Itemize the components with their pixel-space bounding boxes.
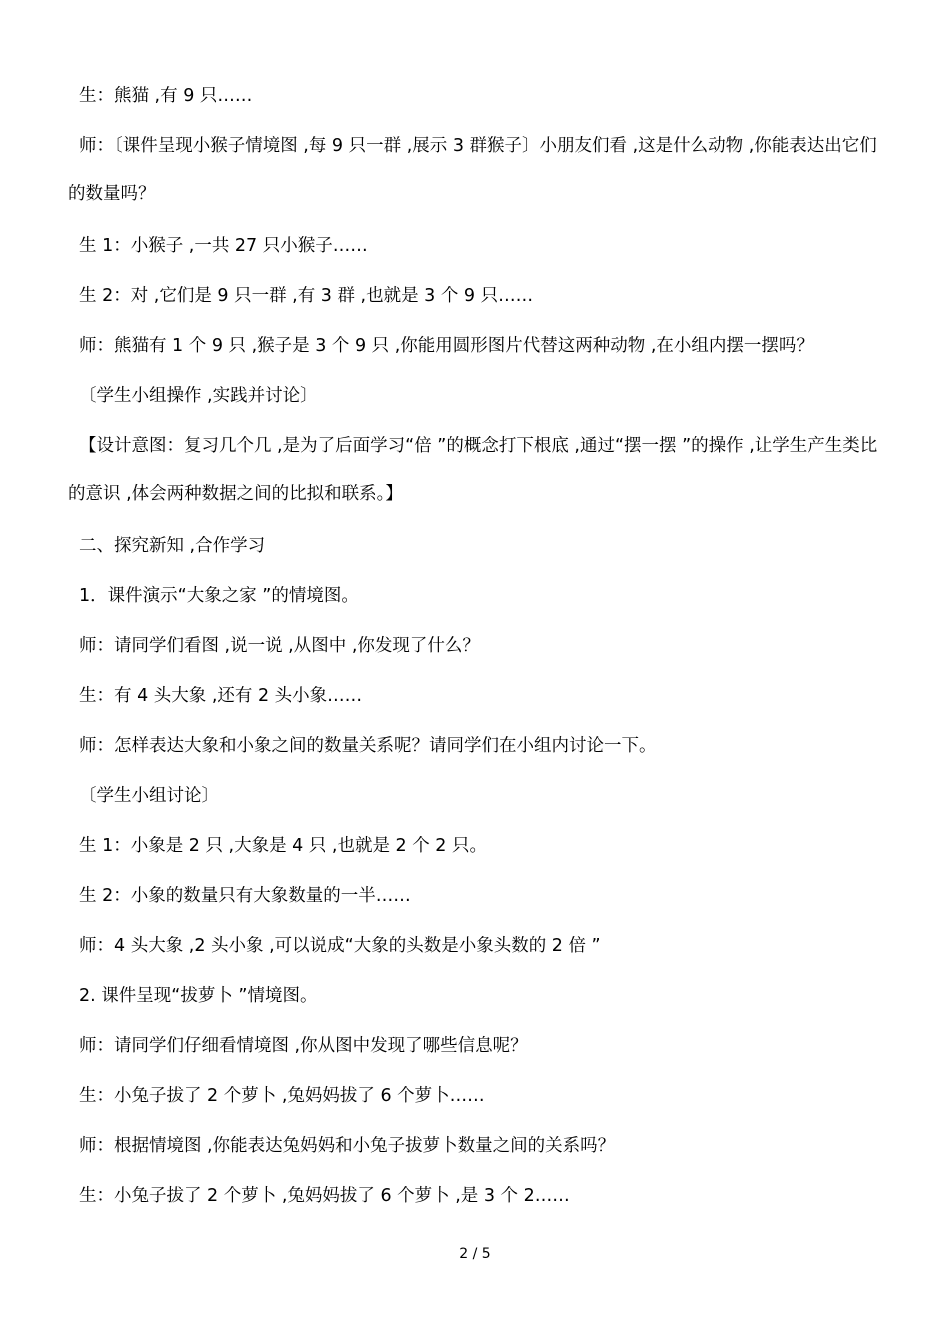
paragraph-12: 师：怎样表达大象和小象之间的数量关系呢？请同学们在小组内讨论一下。 [79, 736, 657, 756]
paragraph-13: 〔学生小组讨论〕 [79, 786, 219, 806]
paragraph-11: 生：有 4 头大象 ,还有 2 头小象…… [79, 686, 363, 706]
paragraph-6: 〔学生小组操作 ,实践并讨论〕 [79, 386, 318, 406]
page-number: 2 / 5 [459, 1246, 491, 1262]
paragraph-17: 2. 课件呈现“拔萝卜 ”情境图。 [79, 986, 318, 1006]
paragraph-4: 生 2：对 ,它们是 9 只一群 ,有 3 群 ,也就是 3 个 9 只…… [79, 286, 534, 306]
paragraph-15: 生 2：小象的数量只有大象数量的一半…… [79, 886, 411, 906]
paragraph-3: 生 1：小猴子 ,一共 27 只小猴子…… [79, 236, 368, 256]
paragraph-1: 生：熊猫 ,有 9 只…… [79, 86, 253, 106]
paragraph-20: 师：根据情境图 ,你能表达兔妈妈和小兔子拔萝卜数量之间的关系吗？ [79, 1136, 616, 1156]
paragraph-5: 师：熊猫有 1 个 9 只 ,猴子是 3 个 9 只 ,你能用圆形图片代替这两种动物 ,在小组内摆一摆吗？ [79, 336, 814, 356]
paragraph-21: 生：小兔子拔了 2 个萝卜 ,兔妈妈拔了 6 个萝卜 ,是 3 个 2…… [79, 1186, 570, 1206]
paragraph-18: 师：请同学们仔细看情境图 ,你从图中发现了哪些信息呢？ [79, 1036, 528, 1056]
paragraph-10: 师：请同学们看图 ,说一说 ,从图中 ,你发现了什么？ [79, 636, 480, 656]
paragraph-7: 【设计意图：复习几个几 ,是为了后面学习“倍 ”的概念打下根底 ,通过“摆一摆 ”的操作 ,让学生产生类比的意识 ,体会两种数据之间的比拟和联系。】 [68, 436, 878, 504]
paragraph-16: 师：4 头大象 ,2 头小象 ,可以说成“大象的头数是小象头数的 2 倍 ” [79, 936, 601, 956]
section-heading: 二、探究新知 ,合作学习 [79, 536, 266, 556]
paragraph-14: 生 1：小象是 2 只 ,大象是 4 只 ,也就是 2 个 2 只。 [79, 836, 487, 856]
paragraph-19: 生：小兔子拔了 2 个萝卜 ,兔妈妈拔了 6 个萝卜…… [79, 1086, 485, 1106]
paragraph-2: 师：〔课件呈现小猴子情境图 ,每 9 只一群 ,展示 3 群猴子〕小朋友们看 ,这是什么动物 ,你能表达出它们的数量吗？ [68, 136, 877, 204]
paragraph-9: 1．课件演示“大象之家 ”的情境图。 [79, 586, 359, 606]
